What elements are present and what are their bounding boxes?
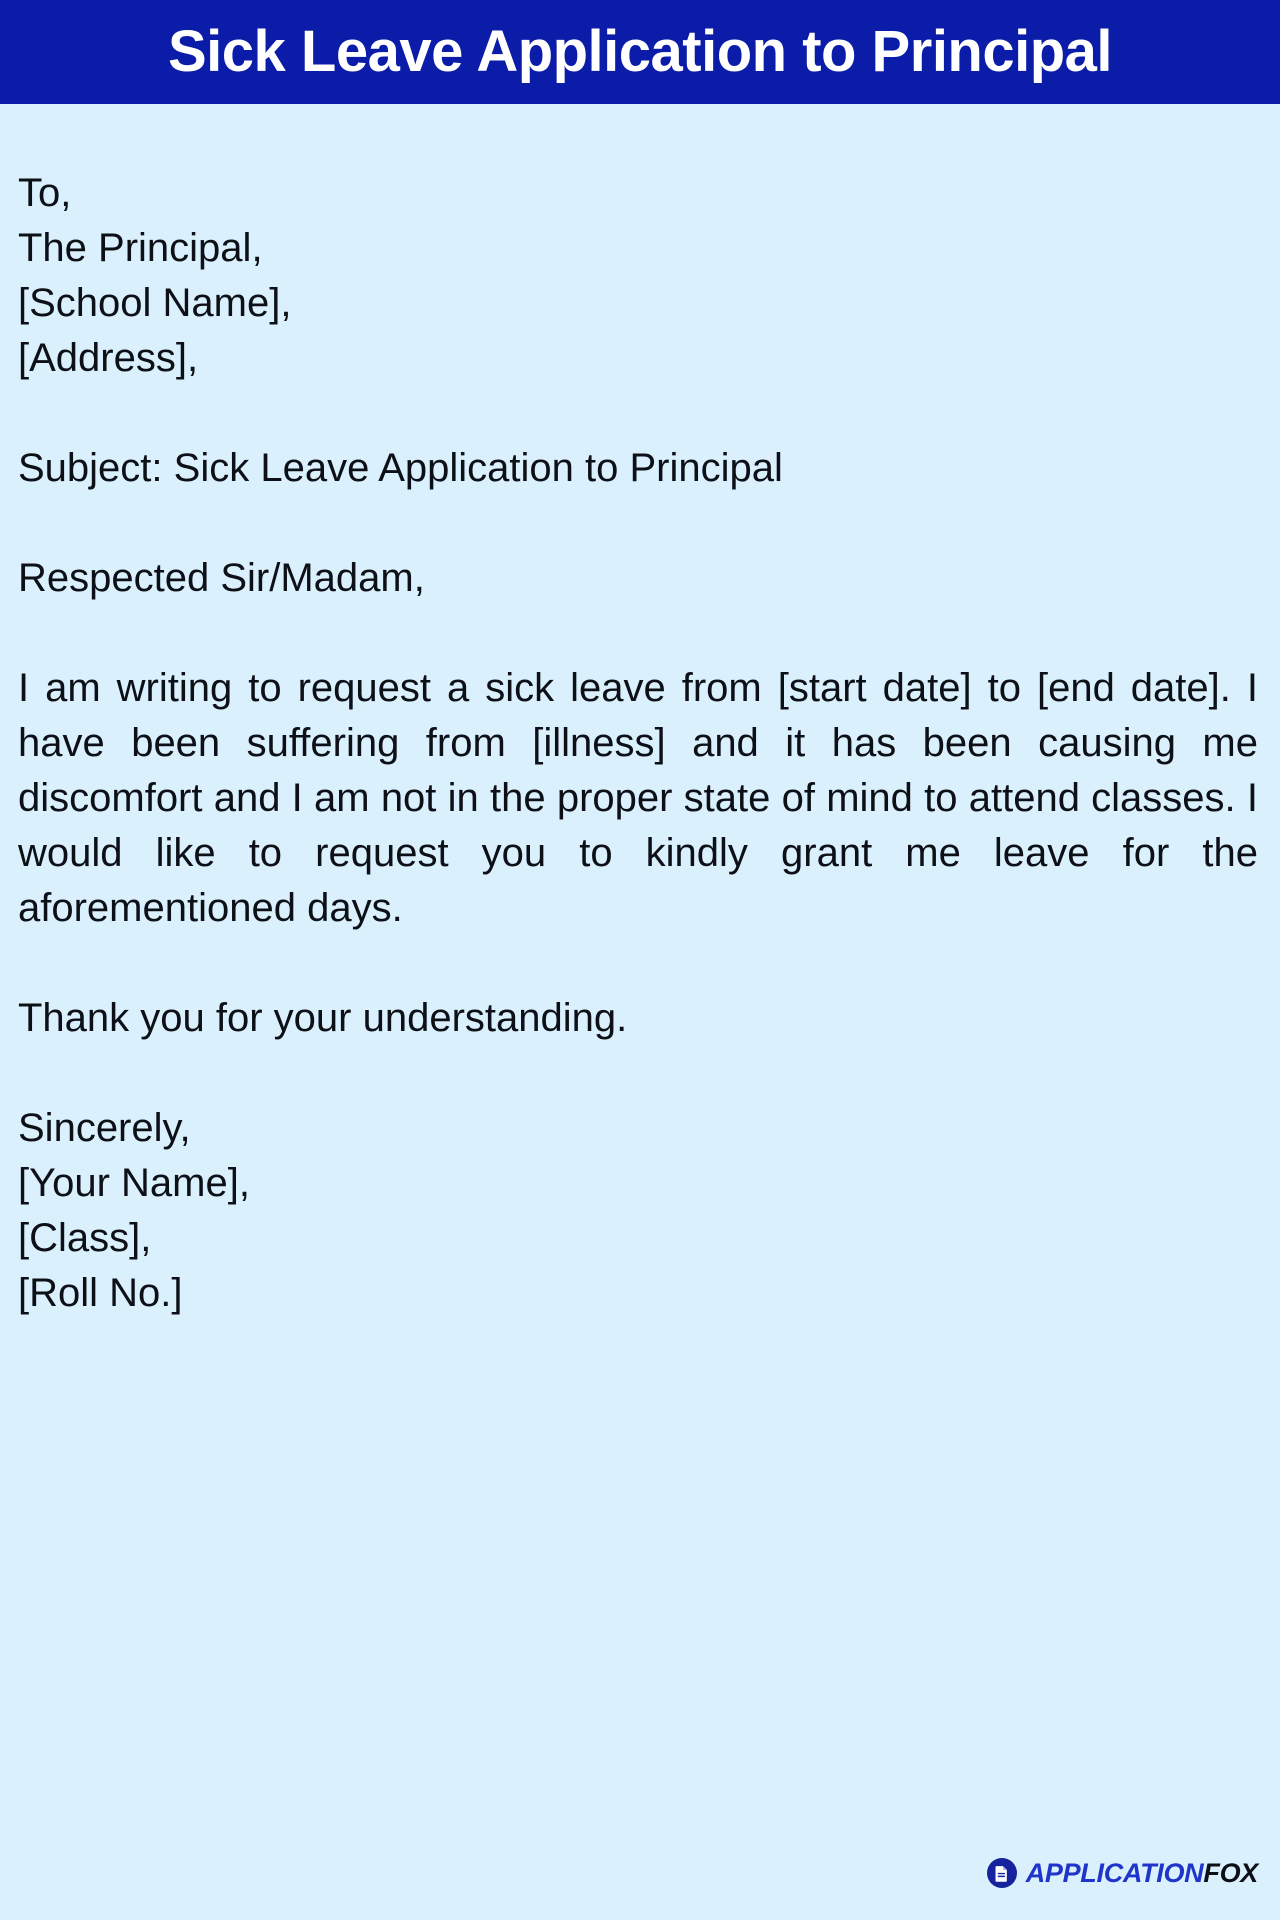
thanks-block — [18, 991, 1258, 1046]
recipient-block — [18, 166, 1258, 386]
document-page-icon — [987, 1858, 1017, 1888]
brand-wordmark — [1025, 1857, 1258, 1888]
signoff-line-sincerely: Sincerely, — [18, 1106, 191, 1150]
signoff-line-roll: [Roll No.] — [18, 1271, 183, 1315]
recipient-line-school: [School Name], — [18, 281, 292, 325]
brand-name-primary: APPLICATION — [1025, 1857, 1204, 1888]
thanks-line: Thank you for your understanding. — [18, 996, 628, 1040]
salutation-block — [18, 551, 1258, 606]
brand-name-secondary: FOX — [1203, 1857, 1258, 1888]
brand-footer — [987, 1858, 1258, 1888]
body-paragraph: I am writing to request a sick leave from [start date] to [end date]. I have been suffering from [illness] and it has been causing me discomfort and I am not in the proper state of mind to attend classes. I would like to request you to kindly grant me leave for the aforementioned days. — [18, 666, 1258, 930]
spacer-after-salutation — [18, 606, 1258, 661]
header-bar — [0, 0, 1280, 104]
signoff-block — [18, 1101, 1258, 1321]
recipient-line-principal: The Principal, — [18, 226, 263, 270]
recipient-line-to: To, — [18, 171, 72, 215]
salutation-line: Respected Sir/Madam, — [18, 556, 425, 600]
subject-block — [18, 441, 1258, 496]
spacer-after-paragraph — [18, 936, 1258, 991]
letter-body — [0, 104, 1280, 1920]
spacer-after-recipient — [18, 386, 1258, 441]
signoff-line-class: [Class], — [18, 1216, 152, 1260]
recipient-line-address: [Address], — [18, 336, 199, 380]
spacer-after-thanks — [18, 1046, 1258, 1101]
spacer-after-subject — [18, 496, 1258, 551]
page-title: Sick Leave Application to Principal — [167, 19, 1113, 84]
signoff-line-name: [Your Name], — [18, 1161, 250, 1205]
subject-line: Subject: Sick Leave Application to Principal — [18, 446, 783, 490]
